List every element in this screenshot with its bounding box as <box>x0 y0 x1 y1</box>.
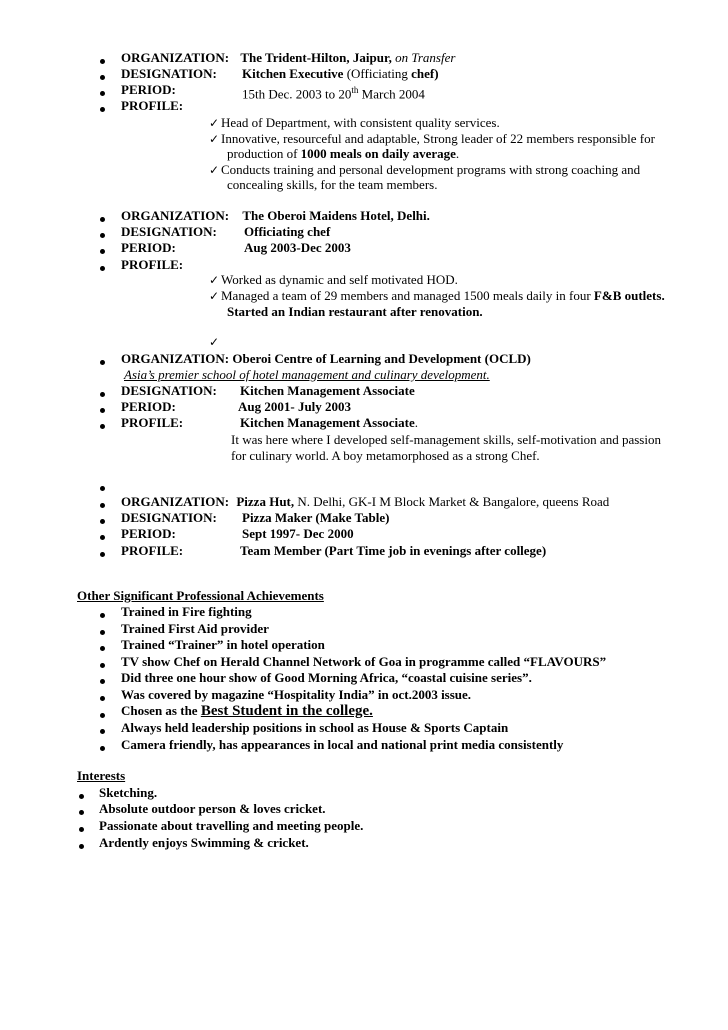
job1-period <box>242 82 425 102</box>
job3-org-line: ORGANIZATION: Oberoi Centre of Learning and Development (OCLD) <box>121 351 531 366</box>
interest-item: Sketching. <box>99 785 158 800</box>
job3-profile <box>240 415 418 431</box>
job1-period-sup: th <box>351 85 359 95</box>
job4-period: Sept 1997- Dec 2000 <box>242 526 354 541</box>
achievement-item: Trained “Trainer” in hotel operation <box>121 637 325 652</box>
bullet-icon <box>100 729 105 734</box>
check-icon: ✓ <box>209 163 220 177</box>
job3-desig-label: DESIGNATION: <box>121 383 217 398</box>
bullet-icon <box>100 646 105 651</box>
check-icon: ✓ <box>209 116 220 130</box>
check-icon: ✓ <box>209 273 220 287</box>
job4-profile: Team Member (Part Time job in evenings after college) <box>240 543 547 558</box>
job4-org-label: ORGANIZATION: <box>121 494 230 509</box>
achievement-item-best-student <box>121 703 373 719</box>
achievement-item: Camera friendly, has appearances in local and national print media consistently <box>121 737 564 752</box>
bullet-icon <box>79 810 84 815</box>
achievement-item: Did three one hour show of Good Morning Africa, “coastal cuisine series”. <box>121 670 532 685</box>
bullet-icon <box>100 217 105 222</box>
job2-desig: Officiating chef <box>244 224 331 239</box>
achievement-item: Trained in Fire fighting <box>121 604 252 619</box>
job3-profile-bold: Kitchen Management Associate <box>240 415 415 430</box>
job3-profile-end: . <box>414 415 419 430</box>
job1-profile-3: Conducts training and personal development programs with strong coaching and <box>221 162 641 177</box>
bullet-icon <box>100 59 105 64</box>
job3-profile-label: PROFILE: <box>121 415 184 430</box>
bullet-icon <box>100 519 105 524</box>
job1-profile-label: PROFILE: <box>121 98 184 113</box>
bullet-icon <box>100 75 105 80</box>
job2-profile-2-bold: F&B outlets. <box>593 288 665 303</box>
job2-org-line <box>121 208 430 224</box>
check-icon: ✓ <box>209 289 220 303</box>
job4-desig: Pizza Maker (Make Table) <box>242 510 390 525</box>
bullet-icon <box>79 794 84 799</box>
achievement-item: Was covered by magazine “Hospitality India” in oct.2003 issue. <box>121 687 472 702</box>
interest-item: Absolute outdoor person & loves cricket. <box>99 801 326 816</box>
job3-desig: Kitchen Management Associate <box>240 383 415 398</box>
bullet-icon <box>100 360 105 365</box>
job2-profile-label: PROFILE: <box>121 257 184 272</box>
bullet-icon <box>79 844 84 849</box>
job1-profile-2b-bold: 1000 meals on daily average <box>300 146 456 161</box>
achievement-item: Always held leadership positions in school as House & Sports Captain <box>121 720 509 735</box>
job4-org-line <box>121 494 609 510</box>
bullet-icon <box>100 613 105 618</box>
job1-org-line <box>121 50 455 66</box>
bullet-icon <box>100 91 105 96</box>
job1-profile-2b-end: . <box>455 146 460 161</box>
interest-item: Passionate about travelling and meeting people. <box>99 818 364 833</box>
check-icon: ✓ <box>209 132 220 146</box>
bullet-icon <box>100 392 105 397</box>
bullet-icon <box>100 552 105 557</box>
check-icon: ✓ <box>209 335 220 349</box>
job3-tagline: Asia’s premier school of hotel management and culinary development. <box>124 367 490 382</box>
achievement-item-7b: Best Student in the college. <box>200 703 373 719</box>
job3-period: Aug 2001- July 2003 <box>238 399 352 414</box>
job4-desig-label: DESIGNATION: <box>121 510 217 525</box>
bullet-icon <box>100 663 105 668</box>
interests-heading: Interests <box>77 768 126 783</box>
job2-org-name: The Oberoi Maidens Hotel, Delhi. <box>242 208 430 223</box>
bullet-icon <box>100 107 105 112</box>
bullet-icon <box>100 486 105 491</box>
job2-desig-label: DESIGNATION: <box>121 224 217 239</box>
job1-profile-2: Innovative, resourceful and adaptable, Strong leader of 22 members responsible for <box>221 131 655 146</box>
job1-org-name: The Trident-Hilton, Jaipur, <box>240 50 392 65</box>
job1-profile-2b <box>227 146 459 162</box>
job4-profile-label: PROFILE: <box>121 543 184 558</box>
bullet-icon <box>100 696 105 701</box>
job2-period-label: PERIOD: <box>121 240 176 255</box>
achievement-item: TV show Chef on Herald Channel Network of Goa in programme called “FLAVOURS” <box>121 654 607 669</box>
job3-text-2: for culinary world. A boy metamorphosed as a strong Chef. <box>231 448 540 463</box>
bullet-icon <box>100 630 105 635</box>
job1-desig-bold2: chef) <box>411 66 439 81</box>
bullet-icon <box>79 827 84 832</box>
job1-period-b: March 2004 <box>361 86 425 102</box>
bullet-icon <box>100 424 105 429</box>
job4-period-label: PERIOD: <box>121 526 176 541</box>
job2-profile-1: Worked as dynamic and self motivated HOD. <box>221 272 458 287</box>
job2-org-label: ORGANIZATION: <box>121 208 230 223</box>
job2-profile-2b: Started an Indian restaurant after renovation. <box>227 304 483 319</box>
job1-period-a: 15th Dec. 2003 to 20 <box>242 86 352 102</box>
job4-org-plain: N. Delhi, GK-I M Block Market & Bangalore, queens Road <box>297 494 610 509</box>
job1-desig <box>242 66 439 82</box>
job3-period-label: PERIOD: <box>121 399 176 414</box>
job2-profile-2-a: Managed a team of 29 members and managed 1500 meals daily in four <box>221 288 591 303</box>
job1-org-note: on Transfer <box>395 50 456 65</box>
bullet-icon <box>100 679 105 684</box>
job3-text-1: It was here where I developed self-management skills, self-motivation and passion <box>231 432 661 447</box>
bullet-icon <box>100 535 105 540</box>
bullet-icon <box>100 249 105 254</box>
interest-item: Ardently enjoys Swimming & cricket. <box>99 835 309 850</box>
job1-desig-plain: (Officiating <box>346 66 408 81</box>
bullet-icon <box>100 266 105 271</box>
bullet-icon <box>100 408 105 413</box>
job4-org-bold: Pizza Hut, <box>236 494 295 509</box>
job2-profile-2 <box>221 288 665 304</box>
bullet-icon <box>100 233 105 238</box>
bullet-icon <box>100 746 105 751</box>
job1-org-label: ORGANIZATION: <box>121 50 230 65</box>
achievement-item: Trained First Aid provider <box>121 621 269 636</box>
job1-profile-3b: concealing skills, for the team members. <box>227 177 438 192</box>
job1-profile-1: Head of Department, with consistent quality services. <box>221 115 500 130</box>
achievement-item-7a: Chosen as the <box>121 703 198 718</box>
bullet-icon <box>100 713 105 718</box>
achievements-heading: Other Significant Professional Achievements <box>77 588 324 603</box>
job1-period-label: PERIOD: <box>121 82 176 97</box>
job1-desig-label: DESIGNATION: <box>121 66 217 81</box>
job1-profile-2b-a: production of <box>227 146 298 161</box>
job2-period: Aug 2003-Dec 2003 <box>244 240 351 255</box>
bullet-icon <box>100 503 105 508</box>
job1-desig-bold: Kitchen Executive <box>242 66 344 81</box>
